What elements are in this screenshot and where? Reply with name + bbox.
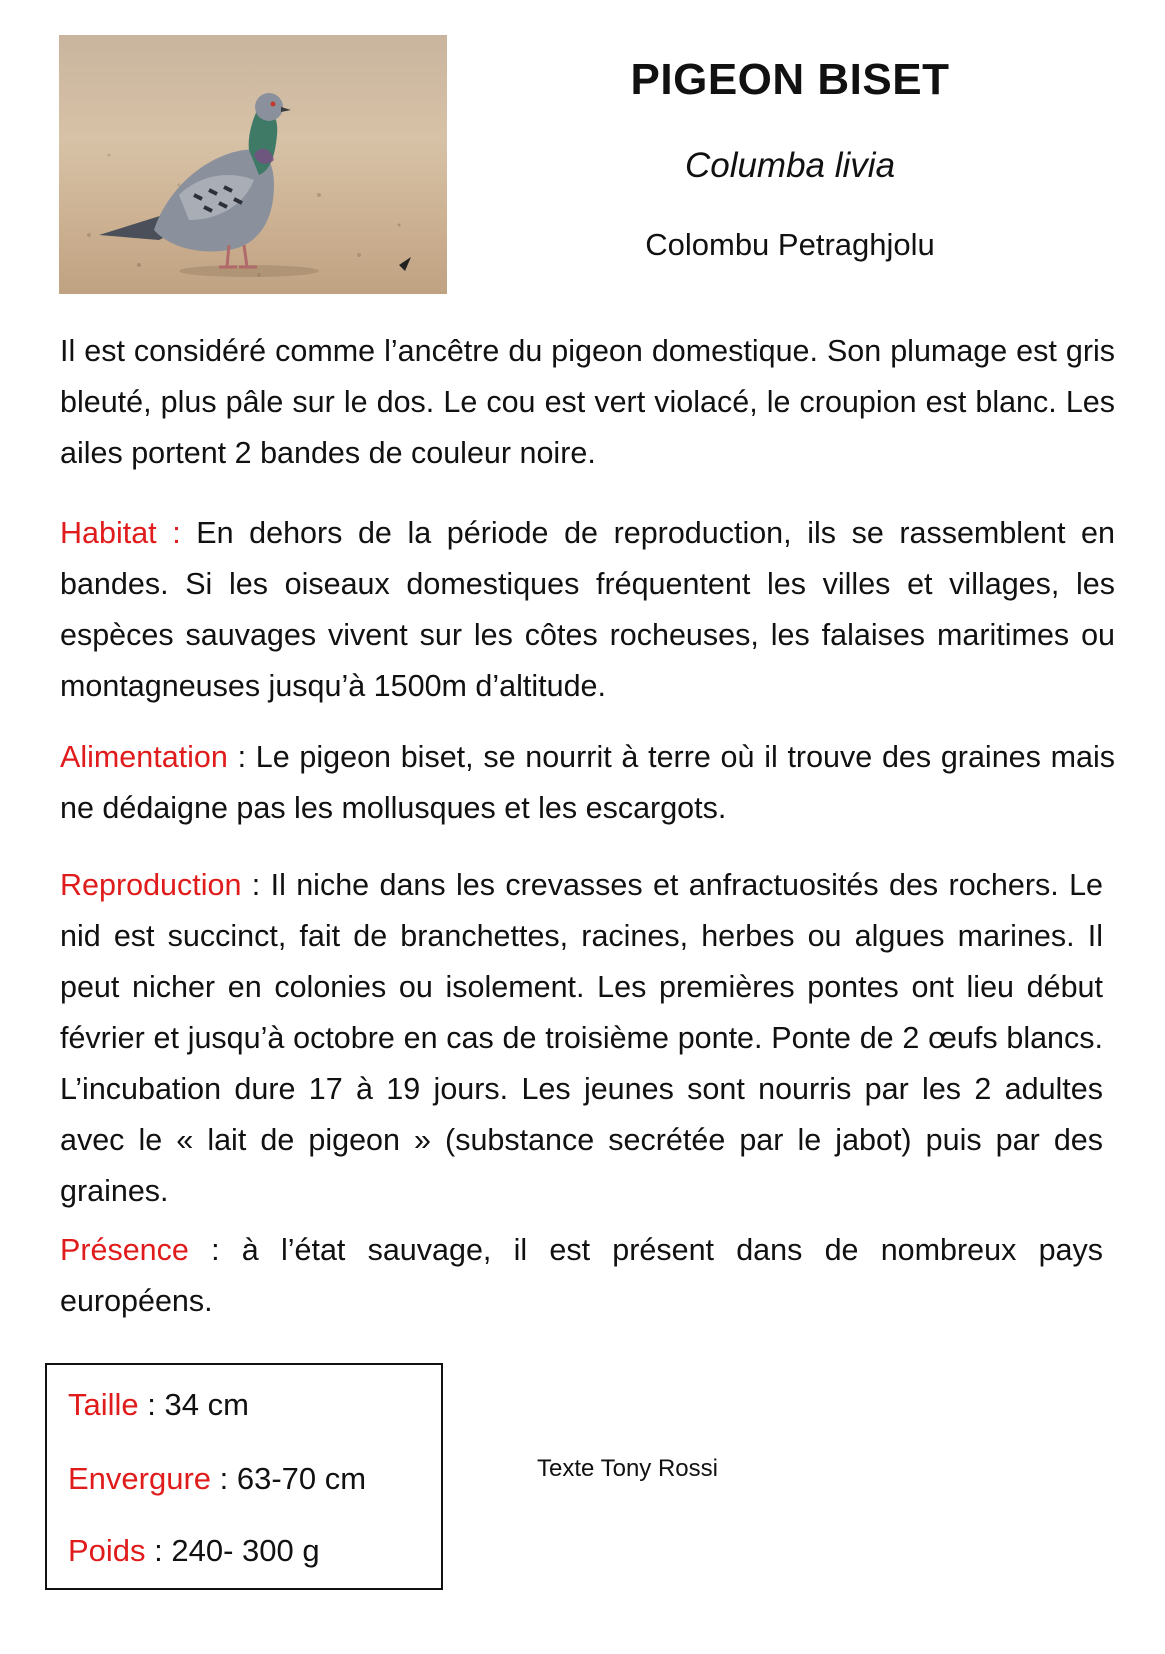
presence-text: : à l’état sauvage, il est présent dans de nombreux pays européens. [60,1233,1103,1318]
fact-size [68,1387,249,1423]
author-credit: Texte Tony Rossi [537,1455,718,1482]
reproduction-text: : Il niche dans les crevasses et anfractuosités des rochers. Le nid est succinct, fait de branchettes, racines, herbes ou algues marines. Il peut nicher en colonies ou isolement. Les premières pontes ont lieu début février et jusqu’à octobre en cas de troisième ponte. Ponte de 2 œufs blancs. L’incubation dure 17 à 19 jours. Les jeunes sont nourris par les 2 adultes avec le « lait de pigeon » (substance secrétée par le jabot) puis par des graines. [60,868,1103,1208]
fact-wingspan [68,1461,366,1497]
latin-name: Columba livia [684,146,896,185]
alimentation-text: : Le pigeon biset, se nourrit à terre où il trouve des graines mais ne dédaigne pas les mollusques et les escargots. [60,740,1115,825]
local-name: Colombu Petraghjolu [645,227,935,262]
alimentation-paragraph [60,732,1115,834]
intro-paragraph: Il est considéré comme l’ancêtre du pigeon domestique. Son plumage est gris bleuté, plus pâle sur le dos. Le cou est vert violacé, le croupion est blanc. Les ailes portent 2 bandes de couleur noire. [60,334,1115,470]
reproduction-label: Reproduction [60,868,242,902]
reproduction-paragraph [60,860,1103,1217]
pigeon-photo [59,35,447,294]
page-title: PIGEON BISET [630,55,950,104]
habitat-paragraph [60,508,1115,712]
habitat-text: En dehors de la période de reproduction, ils se rassemblent en bandes. Si les oiseaux domestiques fréquentent les villes et villages, les espèces sauvages vivent sur les côtes rocheuses, les falaises maritimes ou montagneuses jusqu’à 1500m d’altitude. [60,516,1115,703]
fact-weight-value: : 240- 300 g [145,1533,320,1568]
fact-size-value: : 34 cm [138,1387,249,1422]
facts-box [45,1363,443,1590]
fact-weight [68,1533,320,1569]
fact-size-label: Taille [68,1387,139,1422]
habitat-label: Habitat : [60,516,181,550]
alimentation-label: Alimentation [60,740,228,774]
fact-wingspan-value: : 63-70 cm [211,1461,367,1496]
fact-weight-label: Poids [68,1533,146,1568]
fact-wingspan-label: Envergure [68,1461,212,1496]
pigeon-illustration [59,35,447,294]
presence-label: Présence [60,1233,189,1267]
presence-paragraph [60,1225,1103,1327]
